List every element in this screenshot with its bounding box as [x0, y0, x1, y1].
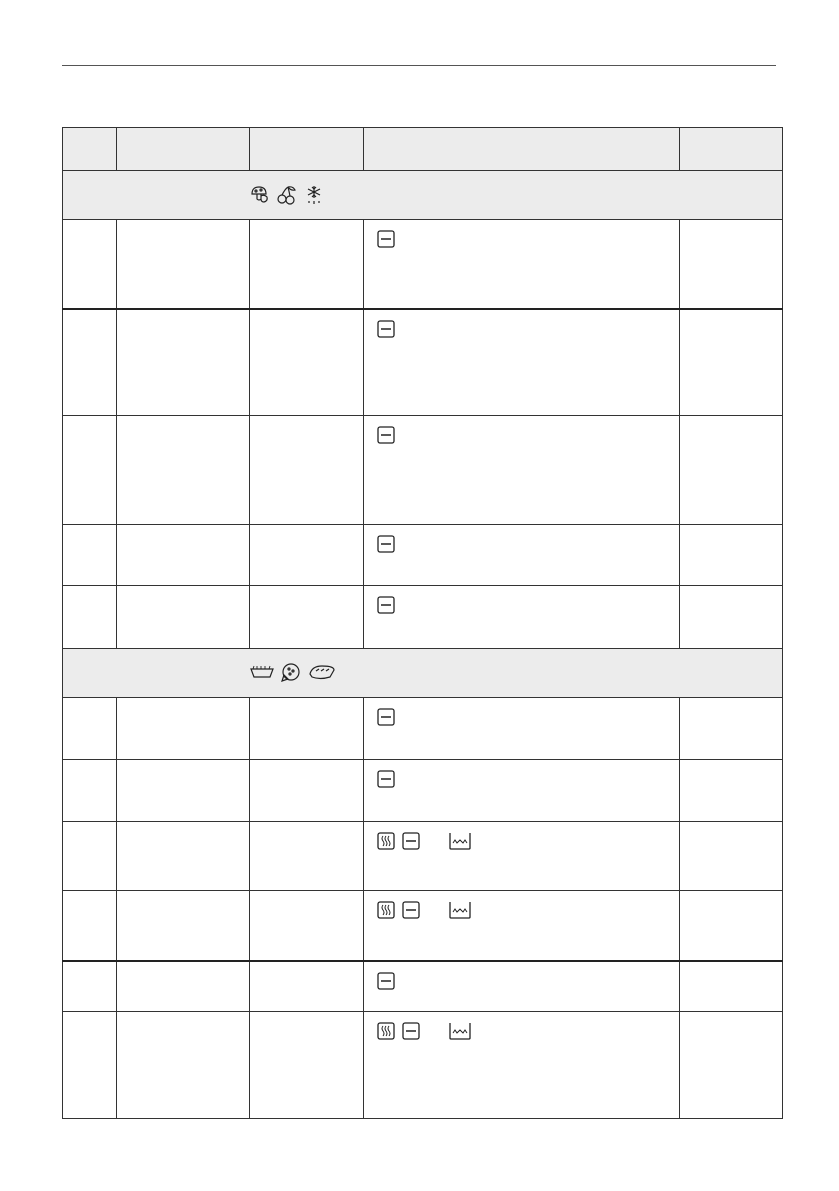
table-row: [63, 525, 783, 586]
cell-weight: [250, 586, 364, 649]
cell-food: [117, 525, 250, 586]
cell-food: [117, 698, 250, 760]
category-cell: [63, 171, 783, 220]
cell-food: [117, 220, 250, 309]
bottom-heat-icon: [377, 320, 395, 338]
bottom-heat-icon: [377, 770, 395, 788]
table-row: [63, 586, 783, 649]
program-table: [62, 127, 783, 1119]
header-cell-number: [63, 128, 117, 171]
cell-weight: [250, 1012, 364, 1119]
cell-number: [63, 822, 117, 891]
cell-food: [117, 961, 250, 1012]
cell-weight: [250, 416, 364, 525]
cell-functions: [364, 416, 680, 525]
cell-functions: [364, 698, 680, 760]
table-row: [63, 309, 783, 416]
cell-time: [680, 760, 783, 822]
cell-time: [680, 698, 783, 760]
cell-functions: [364, 961, 680, 1012]
mushroom-icon: [249, 184, 271, 206]
header-cell-time: [680, 128, 783, 171]
cell-functions: [364, 822, 680, 891]
category-row-baking: [63, 649, 783, 698]
table-row: [63, 822, 783, 891]
cell-number: [63, 309, 117, 416]
snowflake-icon: [304, 184, 324, 206]
category-row-vegetables-fruit: [63, 171, 783, 220]
table-row: [63, 891, 783, 961]
fruit-icon: [275, 184, 299, 206]
water-tank-icon: [449, 901, 471, 919]
cell-number: [63, 961, 117, 1012]
cell-weight: [250, 891, 364, 961]
cell-number: [63, 416, 117, 525]
cell-number: [63, 891, 117, 961]
cell-time: [680, 1012, 783, 1119]
cell-functions: [364, 1012, 680, 1119]
bottom-heat-icon: [402, 901, 420, 919]
cell-food: [117, 1012, 250, 1119]
cell-functions: [364, 891, 680, 961]
cell-time: [680, 891, 783, 961]
cell-number: [63, 586, 117, 649]
cell-food: [117, 309, 250, 416]
water-tank-icon: [449, 1022, 471, 1040]
table-row: [63, 1012, 783, 1119]
cell-weight: [250, 525, 364, 586]
cell-weight: [250, 220, 364, 309]
cell-weight: [250, 760, 364, 822]
steam-icon: [377, 1022, 395, 1040]
cell-number: [63, 220, 117, 309]
bottom-heat-icon: [377, 535, 395, 553]
cell-number: [63, 760, 117, 822]
bottom-heat-icon: [377, 596, 395, 614]
cell-weight: [250, 698, 364, 760]
header-cell-food: [117, 128, 250, 171]
cell-time: [680, 961, 783, 1012]
cell-time: [680, 525, 783, 586]
bottom-heat-icon: [377, 426, 395, 444]
cell-time: [680, 586, 783, 649]
cell-food: [117, 822, 250, 891]
cell-number: [63, 525, 117, 586]
bread-icon: [308, 662, 336, 682]
steam-icon: [377, 832, 395, 850]
table-row: [63, 416, 783, 525]
cell-time: [680, 416, 783, 525]
cell-food: [117, 760, 250, 822]
bottom-heat-icon: [402, 1022, 420, 1040]
cell-time: [680, 309, 783, 416]
table-row: [63, 961, 783, 1012]
header-rule: [62, 65, 776, 66]
cell-functions: [364, 760, 680, 822]
water-tank-icon: [449, 832, 471, 850]
cell-functions: [364, 586, 680, 649]
table-row: [63, 220, 783, 309]
bottom-heat-icon: [377, 708, 395, 726]
cell-weight: [250, 961, 364, 1012]
table-row: [63, 760, 783, 822]
pie-dish-icon: [249, 662, 275, 682]
pizza-icon: [279, 662, 303, 684]
cell-number: [63, 698, 117, 760]
bottom-heat-icon: [402, 832, 420, 850]
cell-food: [117, 586, 250, 649]
cell-time: [680, 822, 783, 891]
cell-weight: [250, 309, 364, 416]
category-cell: [63, 649, 783, 698]
cell-weight: [250, 822, 364, 891]
bottom-heat-icon: [377, 972, 395, 990]
header-cell-functions: [364, 128, 680, 171]
table-header-row: [63, 128, 783, 171]
cell-food: [117, 891, 250, 961]
cell-functions: [364, 525, 680, 586]
cell-time: [680, 220, 783, 309]
steam-icon: [377, 901, 395, 919]
table-row: [63, 698, 783, 760]
header-cell-weight: [250, 128, 364, 171]
cell-food: [117, 416, 250, 525]
cell-functions: [364, 220, 680, 309]
cell-number: [63, 1012, 117, 1119]
bottom-heat-icon: [377, 230, 395, 248]
cell-functions: [364, 309, 680, 416]
